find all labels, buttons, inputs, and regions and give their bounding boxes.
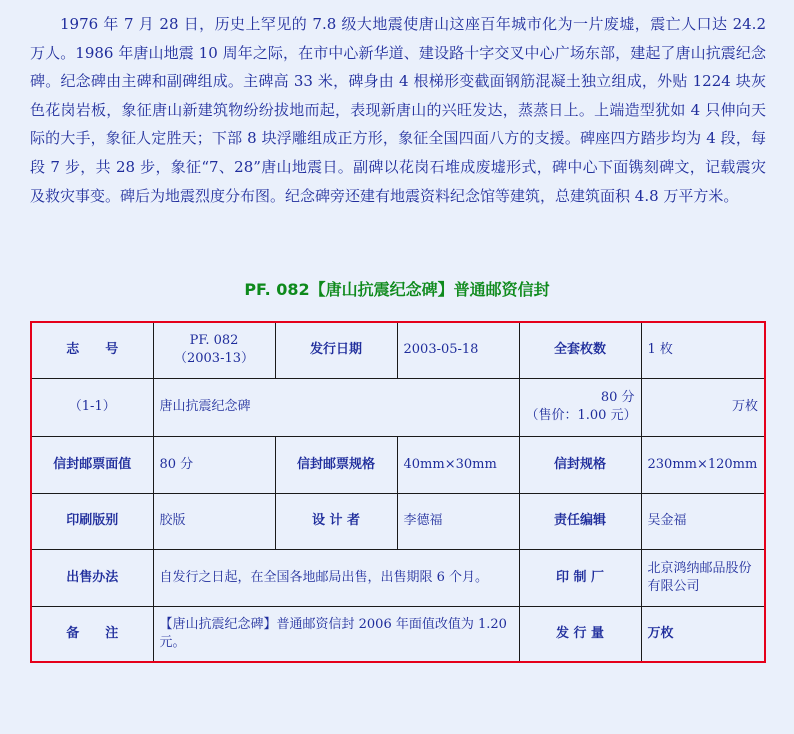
- label-designer: 设 计 者: [275, 493, 397, 549]
- label-serial: 志 号: [31, 322, 153, 378]
- sale-method: 自发行之日起，在全国各地邮局出售，出售期限 6 个月。: [153, 549, 519, 606]
- set-count: 1 枚: [641, 322, 765, 378]
- item-price: [519, 378, 641, 436]
- table-row: [31, 436, 765, 493]
- intro-paragraph: 1976 年 7 月 28 日，历史上罕见的 7.8 级大地震使唐山这座百年城市化为一片废墟，震亡人口达 24.2 万人。1986 年唐山地震 10 周年之际，在市中心新华道、建设路十字交叉中心广场东部，建起了唐山抗震纪念碑。纪念碑由主碑和副碑组成。主碑高 33 米，碑身由 4 根梯形变截面钢筋混凝土独立组成，外贴 1224 块灰色花岗岩板，象征唐山新建筑物纷纷拔地而起，表现新唐山的兴旺发达，蒸蒸日上。上端造型犹如 4 只伸向天际的大手，象征人定胜天；下部 8 块浮雕组成正方形，象征全国四面八方的支援。碑座四方踏步均为 4 段，每段 7 步，共 28 步，象征“7、28”唐山地震日。副碑以花岗石堆成废墟形式，碑中心下面镌刻碑文，记载震灾及救灾事变。碑后为地震烈度分布图。纪念碑旁还建有地震资料纪念馆等建筑，总建筑面积 4.8 万平方米。: [30, 15, 766, 205]
- item-number: （1-1）: [31, 378, 153, 436]
- serial-number: [153, 322, 275, 378]
- table-row: [31, 549, 765, 606]
- serial-code: PF. 082: [189, 333, 239, 349]
- issue-date: 2003-05-18: [397, 322, 519, 378]
- circulation: 万枚: [641, 606, 765, 662]
- item-sale-price: （售价：1.00 元）: [525, 408, 637, 423]
- label-issue-date: 发行日期: [275, 322, 397, 378]
- item-name: 唐山抗震纪念碑: [153, 378, 519, 436]
- table-row: [31, 378, 765, 436]
- label-sale-method: 出售办法: [31, 549, 153, 606]
- serial-year: （2003-13）: [173, 351, 255, 367]
- label-remarks: 备 注: [31, 606, 153, 662]
- table-row: [31, 606, 765, 662]
- editor: 吴金福: [641, 493, 765, 549]
- label-print-method: 印刷版别: [31, 493, 153, 549]
- item-face-value: 80 分: [600, 390, 635, 405]
- printer: 北京鸿纳邮品股份有限公司: [641, 549, 765, 606]
- remarks: 【唐山抗震纪念碑】普通邮资信封 2006 年面值改值为 1.20 元。: [153, 606, 519, 662]
- label-stamp-size: 信封邮票规格: [275, 436, 397, 493]
- stamp-title: PF. 082【唐山抗震纪念碑】普通邮资信封: [244, 280, 550, 299]
- stamp-info-table: [30, 321, 766, 663]
- table-row: [31, 493, 765, 549]
- designer: 李德福: [397, 493, 519, 549]
- label-printer: 印 制 厂: [519, 549, 641, 606]
- label-set-count: 全套枚数: [519, 322, 641, 378]
- label-envelope-size: 信封规格: [519, 436, 641, 493]
- print-method: 胶版: [153, 493, 275, 549]
- label-face-value: 信封邮票面值: [31, 436, 153, 493]
- item-quantity: 万枚: [641, 378, 765, 436]
- label-editor: 责任编辑: [519, 493, 641, 549]
- label-circulation: 发 行 量: [519, 606, 641, 662]
- table-row: [31, 322, 765, 378]
- envelope-size: 230mm×120mm: [641, 436, 765, 493]
- face-value: 80 分: [153, 436, 275, 493]
- stamp-size: 40mm×30mm: [397, 436, 519, 493]
